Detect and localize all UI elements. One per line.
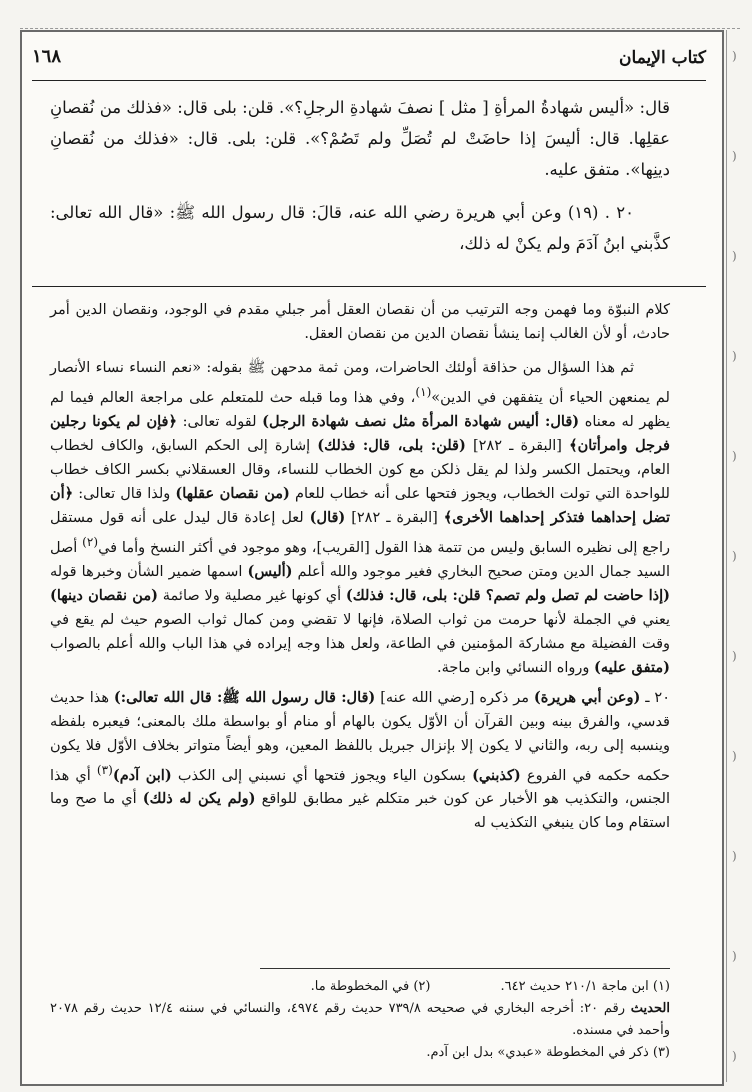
matn-section	[50, 92, 670, 259]
text: [البقرة ـ ٢٨٢]	[345, 509, 444, 526]
text: مر ذكره [رضي الله عنه]	[375, 689, 534, 706]
text: ثم هذا السؤال من حذاقة أولئك الحاضرات، ومن ثمة مدحهن ﷺ بقوله: «نعم النساء نساء الأنصار لم يمنعهن الحياء أن يتفقهن في الدين»	[50, 360, 670, 406]
text: إشارة إلى الحكم السابق، والكاف لخطاب العام، ويحتمل الكسر ولذا لم يقل ذلكن مع كون الخطاب للنساء، وقال العسقلاني بكسر الكاف خطاب للواحدة التي تولت الخطاب، ويجوز فتحها على أنه خطاب للعام	[50, 437, 670, 502]
text: ولذا قال تعالى:	[73, 485, 176, 502]
page-header	[32, 46, 706, 74]
text: أي كونها غير مصلية ولا صائمة	[157, 587, 346, 604]
footnote-hadith	[50, 998, 670, 1042]
quoted-phrase: (قال: أليس شهادة المرأة مثل نصف شهادة الرجل)	[262, 412, 580, 430]
text: بسكون الياء ويجوز فتحها أي نسبني إلى الكذب	[171, 767, 473, 784]
footnote-row-1	[50, 976, 670, 998]
text: ٢٠ ـ	[640, 689, 670, 706]
quoted-phrase: (إذا حاضت لم تصل ولم تصم؟ قلن: بلى، قال: فذلك)	[345, 586, 670, 604]
page-number: ١٦٨	[32, 46, 62, 67]
quoted-phrase: (ابن آدم)	[112, 766, 172, 784]
text: لقوله تعالى:	[176, 413, 263, 430]
sharh-paragraph-3	[50, 686, 670, 836]
quoted-phrase: (قال: قال رسول الله ﷺ: قال الله تعالى:)	[113, 688, 376, 706]
page-border-top	[20, 18, 740, 29]
text: اسمها ضمير الشأن وخبرها قوله	[50, 563, 248, 580]
footnote-2: (٢) في المخطوطة ما.	[310, 979, 431, 994]
quoted-phrase: (وعن أبي هريرة)	[533, 688, 641, 706]
sharh-paragraph-2	[50, 356, 670, 680]
quran-verse: ﴿فإن لم يكونا رجلين فرجل وامرأتان﴾	[50, 412, 670, 454]
quoted-phrase: (أليس)	[247, 562, 293, 580]
sharh-paragraph-1: كلام النبوّة وما فهمن وجه الترتيب من أن نقصان العقل أمر جبلي مقدم في الوجود، ونقصان الدين أمر حادث، أو لأن الغالب إنما ينشأ نقصان الدين من نقصان العقل.	[50, 302, 670, 342]
quoted-phrase: (قلن: بلى، قال: فذلك)	[317, 436, 466, 454]
header-rule	[32, 80, 706, 81]
page-border-right: ) ) ) ) ) ) ) ) ) ) )	[726, 30, 749, 1082]
quoted-phrase: (متفق عليه)	[594, 658, 670, 676]
footnote-1: (١) ابن ماجة ٢١٠/١ حديث ٦٤٢.	[500, 979, 670, 994]
matn-paragraph-1: قال: «أليس شهادةُ المرأةِ [ مثل ] نصفَ شهادةِ الرجلِ؟». قلن: بلى قال: «فذلك من نُقصانِ عقلِها. قال: أليسَ إذا حاضَتْ لم تُصَلِّ ولم تَصُمْ؟». قلن: بلى. قال: «فذلك من نُقصانِ دينِها». متفق عليه.	[50, 98, 670, 179]
sharh-section	[50, 298, 670, 835]
quran-verse: ﴿أن تضل إحداهما فتذكر إحداهما الأخرى﴾	[50, 484, 670, 526]
quoted-phrase: (من نقصان دينها)	[50, 586, 158, 604]
quoted-phrase: (من نقصان عقلها)	[175, 484, 290, 502]
quoted-phrase: (قال)	[309, 508, 346, 526]
matn-sharh-divider	[32, 286, 706, 287]
hadith-reference: رقم ٢٠: أخرجه البخاري في صحيحه ٧٣٩/٨ حديث رقم ٤٩٧٤، والنسائي في سننه ١٢/٤ حديث رقم ٢٠٧٨ وأحمد في مسنده.	[50, 1001, 670, 1038]
footnote-ref-3: (٣)	[96, 762, 113, 777]
footnotes-section	[50, 976, 670, 1064]
text: [البقرة ـ ٢٨٢]	[465, 437, 570, 454]
text: ورواه النسائي وابن ماجة.	[437, 659, 595, 676]
book-title: كتاب الإيمان	[619, 48, 706, 68]
footnote-ref-2: (٢)	[82, 534, 99, 549]
quoted-phrase: (كذبني)	[472, 766, 521, 784]
text: أصل السيد جمال الدين ومتن صحيح البخاري فغير موجود والله أعلم	[50, 539, 670, 580]
text: أي هذا الجنس، والتكذيب هو الأخبار عن كون خبر متكلم غير مطابق للواقع	[50, 767, 670, 808]
text: ، وفي هذا وما قبله حث للمتعلم على مراجعة العالم فيما لم يظهر له معناه	[50, 389, 670, 430]
footnote-rule	[260, 968, 670, 969]
footnote-ref-1: (١)	[415, 385, 432, 399]
text: هذا حديث قدسي، والفرق بينه وبين القرآن أن الأوّل يكون بالهام أو منام أو بواسطة ملك بالمعنى؛ فيعبره بلفظه وينسبه إلى ربه، والثاني لا يكون إلا بإنزال جبريل باللفظ المعين، وهو أيضاً متواتر بخلاف الأوّل فلا يكون حكمه حكمه في الفروع	[50, 689, 670, 784]
matn-paragraph-2: ٢٠ . (١٩) وعن أبي هريرة رضي الله عنه، قالَ: قال رسول الله ﷺ: «قال الله تعالى: كذَّبني ابنُ آدَمَ ولم يكنْ له ذلك،	[50, 203, 670, 253]
text: لعل إعادة قال ليدل على أنه قول مستقل راجع إلى نظيره السابق وليس من تتمة هذا القول [القريب]، وهو موجود في أكثر النسخ وأما في	[50, 509, 670, 556]
text: أي ما صح وما استقام وما كان ينبغي التكذيب له	[50, 791, 670, 832]
hadith-label: الحديث	[630, 1001, 670, 1016]
quoted-phrase: (ولم يكن له ذلك)	[142, 790, 256, 808]
text: يعني في الجملة لأنها حرمت من ثواب الصلاة، فإنها لا تقضي ومن كمال ثواب الصوم حيث لم يقع في وقت الفضيلة مع مشاركة المؤمنين في الطاعة، ولعل هذا وجه إيراده في هذا الباب والله أعلم بالصواب	[50, 611, 670, 652]
footnote-3: (٣) ذكر في المخطوطة «عبدي» بدل ابن آدم.	[426, 1045, 670, 1060]
